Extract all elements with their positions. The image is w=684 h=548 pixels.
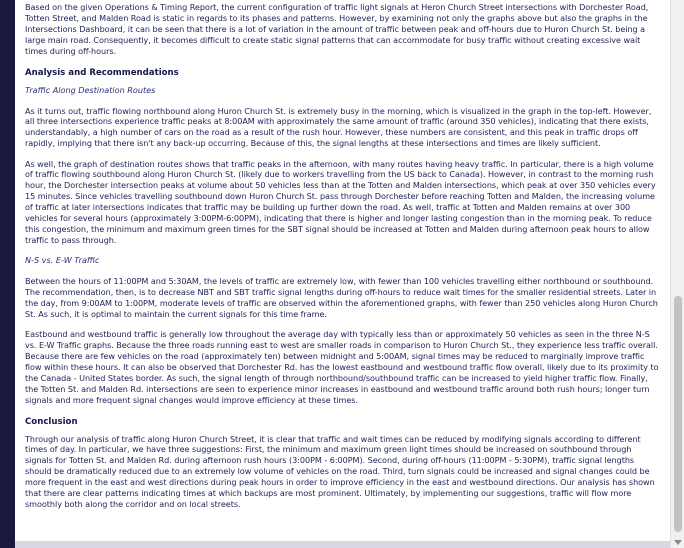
intro-paragraph: Based on the given Operations & Timing Report, the current configuration of traffic light signals at Heron Church Street intersections with Dorchester Road, Totten Street, and Malden Road is static in regards to its phases and patterns. However, by examining not only the graphs above but also the graphs in the Intersections Dashboard, it can be seen that there is a lot of variation in the amount of traffic between peak and off-hours due to Huron Church St. being a large main road. Consequently, it becomes difficult to create static signal patterns that can accommodate for busy traffic without creating excessive wait times during off-hours. — [25, 2, 649, 56]
article-content — [15, 0, 670, 541]
page-bottom-strip — [15, 541, 670, 548]
destination-paragraph-1: As it turns out, traffic flowing northbound along Huron Church St. is extremely busy in the morning, which is visualized in the graph in the top-left. However, all three intersections experience traffic peaks at 8:00AM with approximately the same amount of traffic (around 350 vehicles), indicating that there exists, understandably, a high number of cars on the road as a result of the rush hour. However, these numbers are consistent, and this peak in traffic drops off rapidly, implying that there isn't any back-up occurring. Because of this, the signal lengths at these intersections and times are likely sufficient. — [25, 105, 652, 149]
ns-ew-paragraph-1: Between the hours of 11:00PM and 5:30AM, the levels of traffic are extremely low, with fewer than 100 vehicles travelling either northbound or southbound. The recommendation, then, is to decrease NBT and SBT traffic signal lengths during off-hours to reduce wait times for the smaller residential streets. Later in the day, from 9:00AM to 1:00PM, moderate levels of traffic are observed within the aforementioned graphs, with fewer than 250 vehicles along Huron Church St. As such, it is optimal to maintain the current signals for this time frame. — [25, 276, 658, 319]
ns-ew-paragraph-2: Eastbound and westbound traffic is generally low throughout the average day with typically less than or approximately 50 vehicles as seen in the three N-S vs. E-W Traffic graphs. Because the three roads running east to west are smaller roads in comparison to Huron Church St., they experience less traffic overall. Because there are few vehicles on the road (approximately ten) between midnight and 5:00AM, signal times may be reduced to marginally improve traffic flow within these hours. It can also be observed that Dorchester Rd. has the lowest eastbound and westbound traffic flow overall, likely due to its proximity to the Canada - United States border. As such, the signal length of through northbound/southbound traffic can be increased to yield higher traffic flow. Finally, the Totten St. and Malden Rd. intersections are seen to experience minor increases in eastbound and westbound traffic around both rush hours; longer turn signals and more frequent signal changes would improve efficiency at these times. — [25, 329, 659, 405]
scrollbar-thumb[interactable] — [674, 296, 682, 532]
analysis-heading: Analysis and Recommendations — [25, 67, 179, 78]
conclusion-paragraph: Through our analysis of traffic along Huron Church Street, it is clear that traffic and wait times can be reduced by modifying signals according to different times of day. In particular, we have three suggestions: First, the minimum and maximum green light times should be increased on southbound through signals for Totten St. and Malden Rd. during afternoon rush hours (3:00PM - 6:00PM). Second, during off-hours (11:00PM - 5:30PM), traffic signal lengths should be dramatically reduced due to an extremely low volume of vehicles on the road. Third, turn signals could be increased and signal changes could be more frequent in the east and west directions during peak hours in order to improve efficiency in the east and westbound directions. Our analysis has shown that there are clear patterns indicating times at which backups are most prominent. Ultimately, by implementing our suggestions, traffic will flow more smoothly both along the corridor and on local streets. — [25, 433, 655, 509]
left-page-margin — [0, 0, 15, 548]
vertical-scrollbar[interactable] — [670, 0, 684, 548]
destination-routes-subheading: Traffic Along Destination Routes — [25, 84, 156, 95]
ns-ew-subheading: N-S vs. E-W Traffic — [25, 255, 100, 266]
scroll-down-arrow-icon[interactable] — [674, 540, 682, 545]
conclusion-heading: Conclusion — [25, 416, 78, 427]
destination-paragraph-2: As well, the graph of destination routes shows that traffic peaks in the afternoon, with many routes having heavy traffic. In particular, there is a high volume of traffic flowing southbound along Huron Church St. (likely due to workers travelling from the US back to Canada). However, in contrast to the morning rush hour, the Dorchester intersection peaks at volume about 50 vehicles less than at the Totten and Malden intersections, which peak at over 350 vehicles every 15 minutes. Since vehicles travelling southbound down Huron Church St. pass through Dorchester before reaching Totten and Malden, the increasing volume of traffic at later intersections indicates that traffic may be building up further down the road. As well, traffic at Totten and Malden remains at over 300 vehicles for several hours (approximately 3:00PM-6:00PM), indicating that there is higher and longer lasting congestion than in the morning peak. To reduce this congestion, the minimum and maximum green times for the SBT signal should be increased at Totten and Malden during afternoon peak hours to allow traffic to pass through. — [25, 158, 656, 245]
